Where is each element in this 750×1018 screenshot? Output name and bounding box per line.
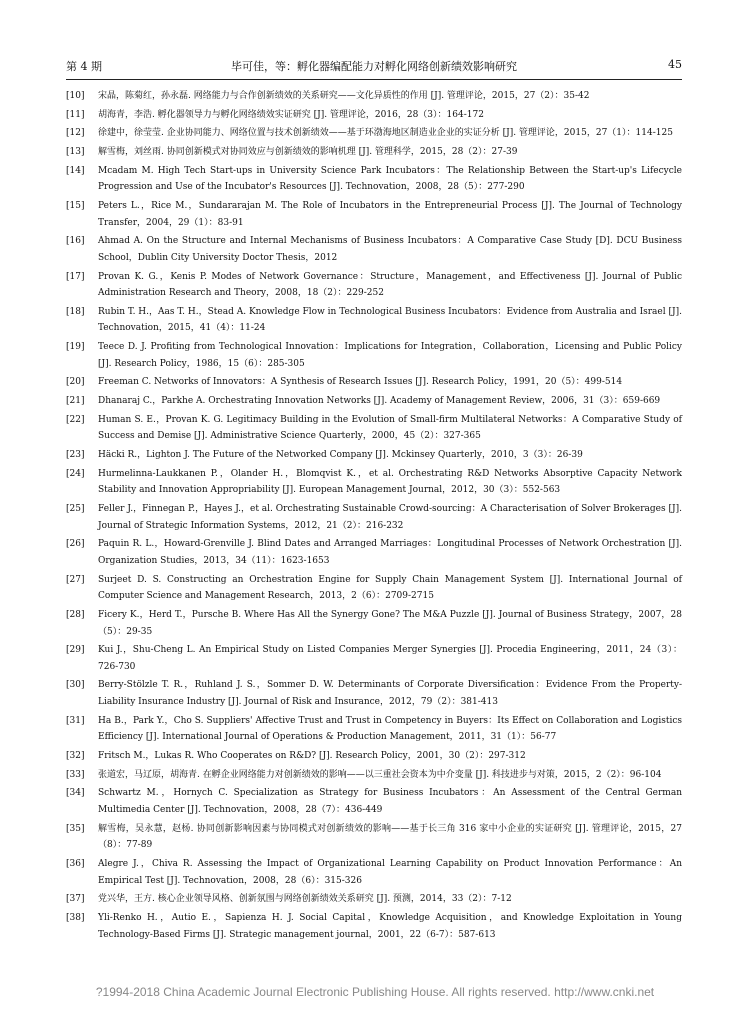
reference-text: Mcadam M. High Tech Start-ups in University Science Park Incubators：The Relationship Between the Start-up's Lifecycle Progression and Use of the Incubator's Resources [J]. Technovation，2008，28（5）：277-290 bbox=[98, 165, 682, 193]
reference-text: Yli-Renko H.，Autio E.，Sapienza H. J. Social Capital，Knowledge Acquisition，and Knowledge Exploitation in Young Technology-Based Firms [J]. Strategic management journal，2001，22（6-7）：587-613 bbox=[98, 912, 682, 940]
reference-number: [15] bbox=[66, 201, 85, 212]
page-number: 45 bbox=[668, 58, 682, 71]
reference-item bbox=[66, 447, 682, 464]
reference-text: Häcki R.，Lighton J. The Future of the Networked Company [J]. Mckinsey Quarterly，2010，3（3）：26-39 bbox=[98, 450, 583, 461]
reference-number: [29] bbox=[66, 645, 85, 656]
reference-item bbox=[66, 891, 682, 908]
reference-text: 胡海青，李浩. 孵化器领导力与孵化网络绩效实证研究 [J]. 管理评论，2016，28（3）：164-172 bbox=[98, 109, 484, 120]
reference-number: [30] bbox=[66, 680, 85, 691]
reference-text: Schwartz M.，Hornych C. Specialization as Strategy for Business Incubators：An Assessment of the Central German Multimedia Center [J]. Technovation，2008，28（7）：436-449 bbox=[98, 788, 682, 815]
reference-item bbox=[66, 607, 682, 640]
reference-text: Feller J.，Finnegan P.，Hayes J.，et al. Orchestrating Sustainable Crowd-sourcing：A Characterisation of Solver Brokerages [J]. Journal of Strategic Information Systems，2012，21（2）：216-232 bbox=[98, 504, 682, 531]
reference-number: [17] bbox=[66, 271, 85, 282]
reference-item bbox=[66, 198, 682, 231]
reference-item bbox=[66, 466, 682, 499]
reference-item bbox=[66, 910, 682, 943]
reference-item bbox=[66, 107, 682, 124]
reference-text: Ahmad A. On the Structure and Internal Mechanisms of Business Incubators：A Comparative Case Study [D]. DCU Business School，Dublin City University Doctor Thesis，2012 bbox=[98, 236, 682, 263]
reference-item bbox=[66, 536, 682, 569]
reference-text: Freeman C. Networks of Innovators：A Synthesis of Research Issues [J]. Research Policy，1991，20（5）：499-514 bbox=[98, 377, 623, 388]
reference-number: [34] bbox=[66, 788, 85, 799]
reference-number: [24] bbox=[66, 468, 85, 479]
reference-item bbox=[66, 374, 682, 391]
reference-item bbox=[66, 785, 682, 818]
reference-number: [38] bbox=[66, 912, 85, 923]
header-rule bbox=[66, 79, 682, 80]
reference-text: Hurmelinna-Laukkanen P.，Olander H.，Blomqvist K.，et al. Orchestrating R&D Networks Absorptive Capacity Network Stability and Innovation Appropriability [J]. European Management Journal，2012，30（3）：552-563 bbox=[98, 468, 682, 496]
reference-item bbox=[66, 501, 682, 534]
reference-item bbox=[66, 412, 682, 445]
reference-text: Rubin T. H.，Aas T. H.，Stead A. Knowledge Flow in Technological Business Incubators：Evidence from Australia and Israel [J]. Technovation，2015，41（4）：11-24 bbox=[98, 306, 682, 334]
reference-text: Alegre J.，Chiva R. Assessing the Impact of Organizational Learning Capability on Product Innovation Performance：An Empirical Test [J]. Technovation，2008，28（6）：315-326 bbox=[98, 858, 682, 886]
reference-item bbox=[66, 767, 682, 784]
reference-text: Dhanaraj C.，Parkhe A. Orchestrating Innovation Networks [J]. Academy of Management Review，2006，31（3）：659-669 bbox=[98, 396, 661, 407]
reference-text: Peters L.，Rice M.，Sundararajan M. The Role of Incubators in the Entrepreneurial Process [J]. The Journal of Technology Transfer，2004，29（1）：83-91 bbox=[98, 201, 682, 228]
reference-item bbox=[66, 233, 682, 266]
reference-item bbox=[66, 856, 682, 889]
reference-list bbox=[66, 88, 682, 945]
reference-item bbox=[66, 88, 682, 105]
running-header bbox=[66, 58, 682, 78]
reference-item bbox=[66, 821, 682, 854]
copyright-footer: ?1994-2018 China Academic Journal Electronic Publishing House. All rights reserved. http://www.cnki.net bbox=[95, 985, 655, 999]
reference-text: 徐建中，徐莹莹. 企业协同能力、网络位置与技术创新绩效——基于环渤海地区制造业企业的实证分析 [J]. 管理评论，2015，27（1）：114-125 bbox=[98, 128, 673, 139]
reference-text: 党兴华，王方. 核心企业领导风格、创新氛围与网络创新绩效关系研究 [J]. 预测，2014，33（2）：7-12 bbox=[98, 894, 512, 905]
reference-item bbox=[66, 572, 682, 605]
reference-number: [32] bbox=[66, 751, 85, 762]
reference-text: Surjeet D. S. Constructing an Orchestration Engine for Supply Chain Management System [J]. International Journal of Computer Science and Management Research，2013，2（6）：2709-2715 bbox=[98, 574, 682, 602]
reference-number: [16] bbox=[66, 236, 85, 247]
reference-number: [31] bbox=[66, 715, 85, 726]
reference-text: 解雪梅，刘丝雨. 协同创新模式对协同效应与创新绩效的影响机理 [J]. 管理科学，2015，28（2）：27-39 bbox=[98, 147, 518, 158]
reference-text: Fritsch M.，Lukas R. Who Cooperates on R&D? [J]. Research Policy，2001，30（2）：297-312 bbox=[98, 751, 526, 762]
reference-item bbox=[66, 269, 682, 302]
issue-label: 第 4 期 bbox=[66, 60, 102, 73]
reference-text: Kui J.，Shu-Cheng L. An Empirical Study on Listed Companies Merger Synergies [J]. Procedia Engineering，2011，24（3）：726-730 bbox=[98, 645, 682, 672]
reference-number: [28] bbox=[66, 609, 85, 620]
reference-number: [36] bbox=[66, 858, 85, 869]
reference-number: [14] bbox=[66, 165, 85, 176]
reference-text: Berry-Stölzle T. R.，Ruhland J. S.，Sommer D. W. Determinants of Corporate Diversification：Evidence From the Property-Liability Insurance Industry [J]. Journal of Risk and Insurance，2012，79（2）：381-413 bbox=[98, 680, 682, 708]
reference-number: [23] bbox=[66, 450, 85, 461]
reference-text: Human S. E.，Provan K. G. Legitimacy Building in the Evolution of Small-firm Multilateral Networks：A Comparative Study of Success and Demise [J]. Administrative Science Quarterly，2000，45（2）：327-365 bbox=[98, 414, 682, 442]
running-title: 毕可佳，等：孵化器编配能力对孵化网络创新绩效影响研究 bbox=[231, 60, 517, 73]
reference-number: [22] bbox=[66, 414, 85, 425]
reference-text: Teece D. J. Profiting from Technological Innovation：Implications for Integration，Collaboration，Licensing and Public Policy [J]. Research Policy，1986，15（6）：285-305 bbox=[98, 342, 682, 369]
reference-item bbox=[66, 163, 682, 196]
reference-item bbox=[66, 339, 682, 372]
reference-number: [18] bbox=[66, 306, 85, 317]
reference-item bbox=[66, 642, 682, 675]
reference-number: [25] bbox=[66, 504, 85, 515]
reference-item bbox=[66, 677, 682, 710]
reference-number: [26] bbox=[66, 539, 85, 550]
reference-item bbox=[66, 125, 682, 142]
reference-number: [21] bbox=[66, 396, 85, 407]
reference-text: 张道宏，马辽原，胡海青. 在孵企业网络能力对创新绩效的影响——以三重社会资本为中介变量 [J]. 科技进步与对策，2015，2（2）：96-104 bbox=[98, 769, 662, 780]
reference-item bbox=[66, 393, 682, 410]
reference-number: [35] bbox=[66, 823, 85, 834]
reference-item bbox=[66, 144, 682, 161]
reference-item bbox=[66, 713, 682, 746]
reference-number: [37] bbox=[66, 894, 85, 905]
reference-number: [19] bbox=[66, 342, 85, 353]
reference-text: 解雪梅，吴永慧，赵杨. 协同创新影响因素与协同模式对创新绩效的影响——基于长三角 316 家中小企业的实证研究 [J]. 管理评论，2015，27（8）：77-89 bbox=[98, 823, 682, 851]
reference-text: Ha B.，Park Y.，Cho S. Suppliers' Affective Trust and Trust in Competency in Buyers：Its Effect on Collaboration and Logistics Efficiency [J]. International Journal of Operations & Production Management，2011，31（1）：56-77 bbox=[98, 715, 682, 743]
reference-number: [33] bbox=[66, 769, 85, 780]
reference-item bbox=[66, 304, 682, 337]
reference-item bbox=[66, 748, 682, 765]
reference-number: [20] bbox=[66, 377, 85, 388]
reference-number: [11] bbox=[66, 109, 85, 120]
reference-number: [27] bbox=[66, 574, 85, 585]
reference-number: [13] bbox=[66, 147, 85, 158]
reference-number: [10] bbox=[66, 91, 85, 101]
reference-number: [12] bbox=[66, 128, 85, 139]
reference-text: 宋晶，陈菊红，孙永磊. 网络能力与合作创新绩效的关系研究——文化异质性的作用 [J]. 管理评论，2015，27（2）：35-42 bbox=[98, 91, 590, 101]
reference-text: Paquin R. L.，Howard-Grenville J. Blind Dates and Arranged Marriages：Longitudinal Processes of Network Orchestration [J]. Organization Studies，2013，34（11）：1623-1653 bbox=[98, 539, 682, 566]
reference-text: Ficery K.，Herd T.，Pursche B. Where Has All the Synergy Gone? The M&A Puzzle [J]. Journal of Business Strategy，2007，28（5）：29-35 bbox=[98, 609, 682, 637]
reference-text: Provan K. G.，Kenis P. Modes of Network Governance：Structure，Management，and Effectiveness [J]. Journal of Public Administration Research and Theory，2008，18（2）：229-252 bbox=[98, 271, 682, 299]
